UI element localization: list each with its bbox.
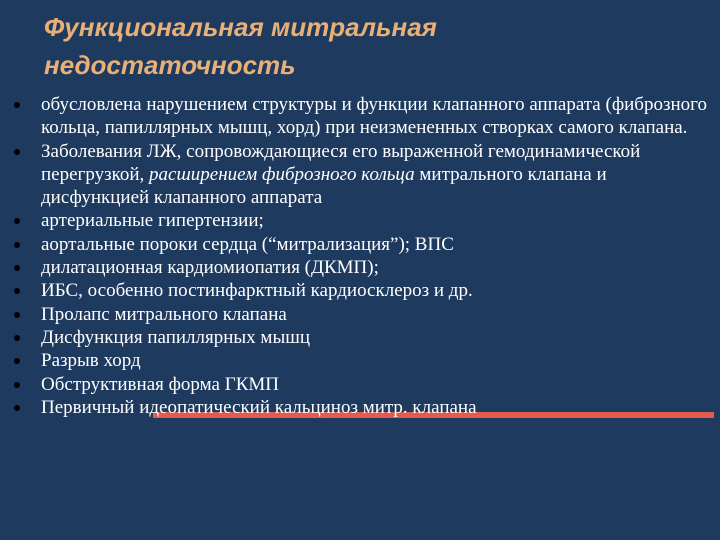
- item-text: артериальные гипертензии;: [41, 210, 264, 232]
- item-text: аортальные пороки сердца (“митрализация”); ВПС: [41, 233, 454, 255]
- bullet-icon: [14, 405, 20, 411]
- item-text-after: митрального клапана и дисфункцией клапанного аппарата: [41, 163, 607, 209]
- bullet-icon: [14, 312, 20, 318]
- title-line-1: Функциональная митральная: [44, 12, 437, 42]
- list-item: [14, 303, 714, 326]
- bullet-list: [14, 93, 714, 419]
- item-text: обусловлена нарушением структуры и функции клапанного аппарата (фиброзного кольца, папиллярных мышц, хорд) при неизмененных створках самого клапана.: [41, 94, 707, 139]
- item-text: ИБС, особенно постинфарктный кардиосклероз и др.: [41, 280, 473, 302]
- item-text: Пролапс митрального клапана: [41, 303, 287, 325]
- list-item: [14, 349, 714, 372]
- bullet-icon: [14, 288, 20, 294]
- item-text: Первичный идеопатический кальциноз митр. клапана: [41, 396, 477, 418]
- list-item: [14, 93, 714, 140]
- list-item: [14, 209, 714, 232]
- bullet-icon: [14, 265, 20, 271]
- list-item: [14, 396, 714, 419]
- item-text-italic: расширением фиброзного кольца: [149, 163, 415, 185]
- list-item: [14, 233, 714, 256]
- slide-title: [44, 8, 684, 84]
- bullet-icon: [14, 242, 20, 248]
- list-item: [14, 373, 714, 396]
- item-text: Обструктивная форма ГКМП: [41, 373, 279, 395]
- list-item: [14, 256, 714, 279]
- title-line-2: недостаточность: [44, 50, 296, 80]
- bullet-icon: [14, 382, 20, 388]
- bullet-icon: [14, 335, 20, 341]
- item-text-before: Заболевания ЛЖ, сопровождающиеся его выраженной гемодинамической перегрузкой,: [41, 140, 641, 185]
- item-text: Разрыв хорд: [41, 350, 141, 372]
- list-item: [14, 279, 714, 302]
- item-text: Дисфункция папиллярных мышц: [41, 326, 311, 348]
- list-item: [14, 326, 714, 349]
- bullet-icon: [14, 102, 20, 108]
- bullet-icon: [14, 149, 20, 155]
- bullet-icon: [14, 358, 20, 364]
- item-text: дилатационная кардиомиопатия (ДКМП);: [41, 257, 379, 279]
- bullet-icon: [14, 218, 20, 224]
- list-item: [14, 140, 714, 210]
